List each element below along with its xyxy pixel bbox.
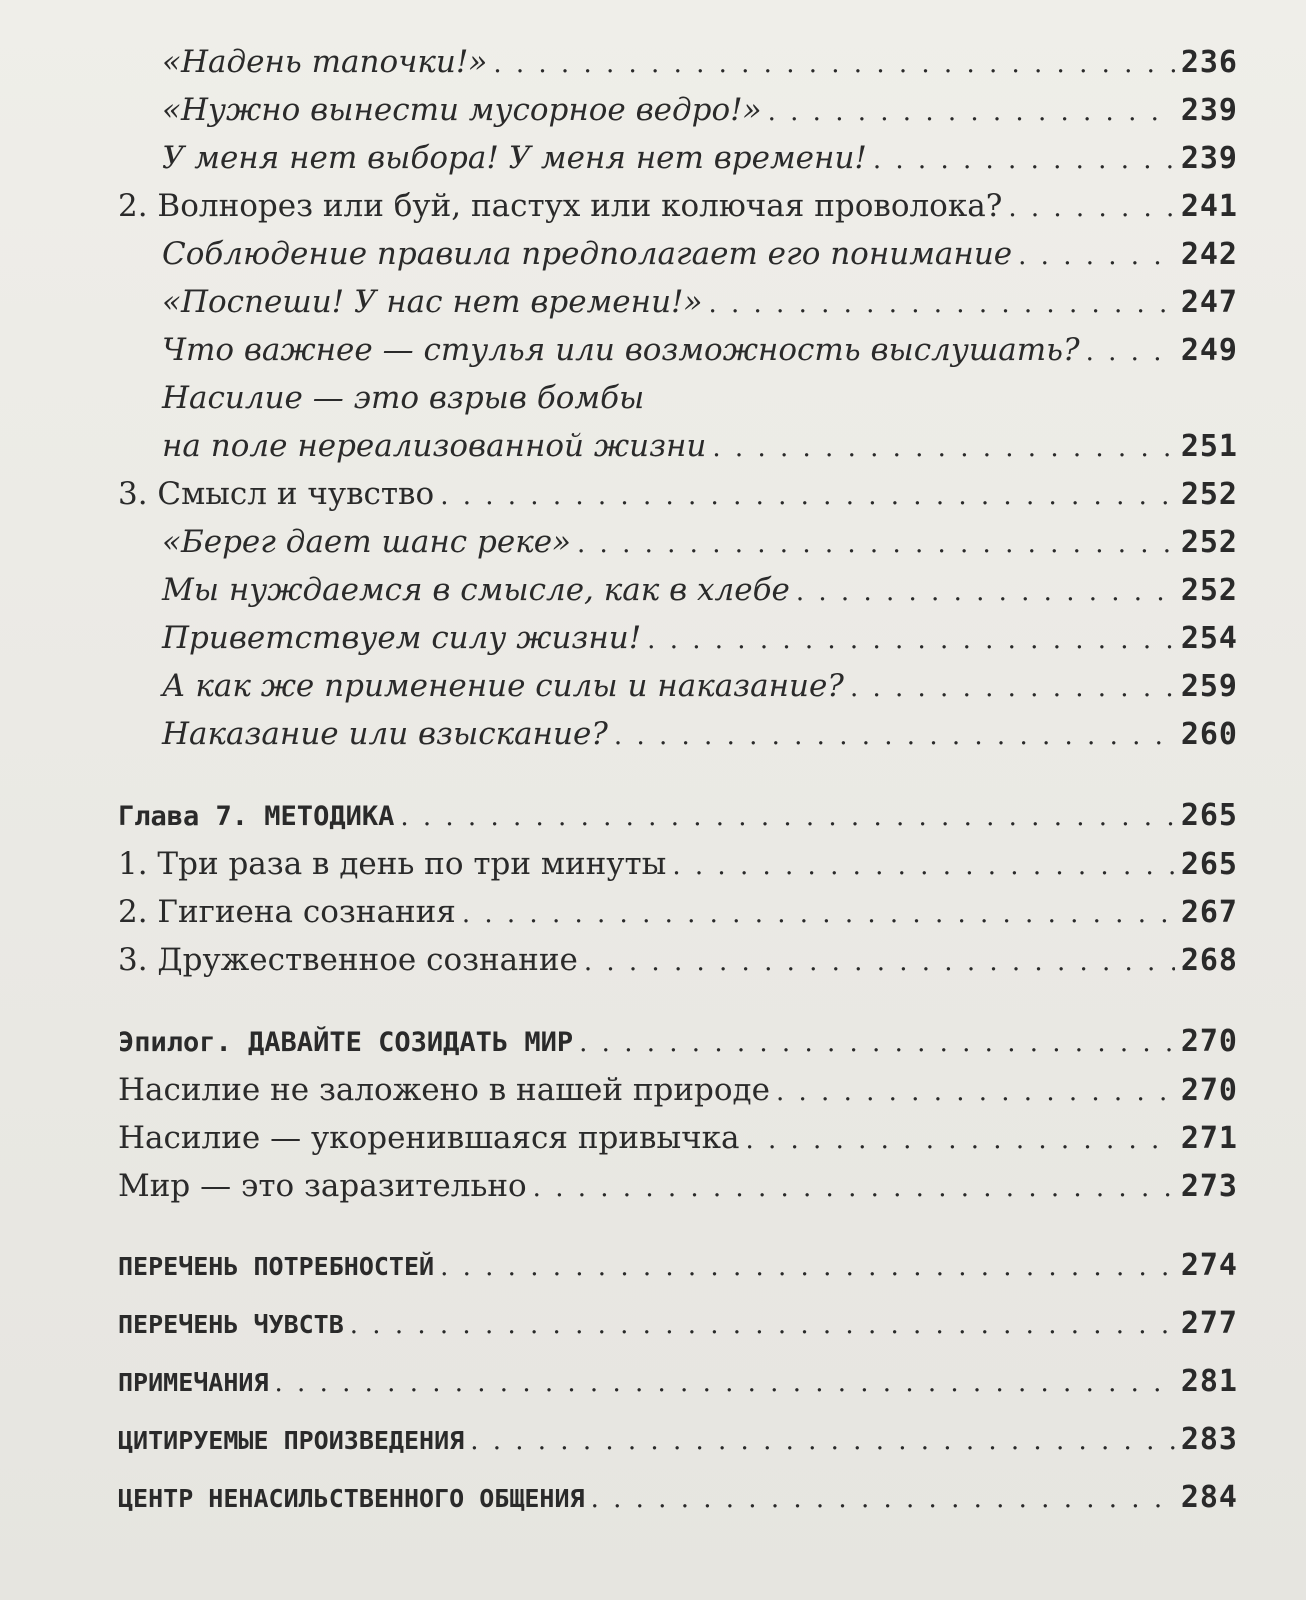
toc-entry-page: 273 xyxy=(1180,1169,1238,1204)
toc-entry-page: 242 xyxy=(1180,237,1238,272)
toc-entry-page: 270 xyxy=(1180,1024,1238,1059)
toc-entry-page: 260 xyxy=(1180,717,1238,752)
leader-dots xyxy=(350,1305,1175,1345)
toc-entry-title: ПЕРЕЧЕНЬ ПОТРЕБНОСТЕЙ xyxy=(118,1252,435,1281)
toc-entry-page: 241 xyxy=(1180,189,1238,224)
leader-dots xyxy=(745,1120,1174,1160)
leader-dots xyxy=(796,572,1175,612)
toc-entry-page: 247 xyxy=(1180,285,1238,320)
leader-dots xyxy=(672,846,1174,886)
leader-dots xyxy=(493,44,1174,84)
toc-entry-page: 252 xyxy=(1180,573,1238,608)
toc-entry-page: 281 xyxy=(1180,1364,1238,1399)
toc-appendix-heading xyxy=(118,1362,1238,1403)
toc-entry-title: «Берег дает шанс реке» xyxy=(162,524,572,560)
leader-dots xyxy=(1018,236,1175,276)
leader-dots xyxy=(440,1247,1175,1287)
leader-dots xyxy=(1008,188,1174,228)
toc-entry-title: Насилие не заложено в нашей природе xyxy=(118,1072,770,1108)
toc-entry xyxy=(118,892,1238,934)
toc-entry-title: «Поспеши! У нас нет времени!» xyxy=(162,284,703,320)
toc-entry xyxy=(162,618,1238,660)
toc-entry xyxy=(118,474,1238,516)
leader-dots xyxy=(579,1023,1175,1063)
toc-entry xyxy=(162,570,1238,612)
toc-entry-title: Насилие — это взрыв бомбы xyxy=(162,380,645,416)
toc-entry-title: Что важнее — стулья или возможность выслушать? xyxy=(162,332,1080,368)
toc-entry-title: Мы нуждаемся в смысле, как в хлебе xyxy=(162,572,790,608)
toc-entry xyxy=(162,666,1238,708)
toc-entry-title: на поле нереализованной жизни xyxy=(162,428,707,464)
toc-entry-title: ЦИТИРУЕМЫЕ ПРОИЗВЕДЕНИЯ xyxy=(118,1426,465,1455)
toc-entry-title: ЦЕНТР НЕНАСИЛЬСТВЕННОГО ОБЩЕНИЯ xyxy=(118,1484,585,1513)
toc-entry xyxy=(118,1070,1238,1112)
toc-entry xyxy=(118,844,1238,886)
toc-entry-page: 271 xyxy=(1180,1121,1238,1156)
toc-entry xyxy=(118,940,1238,982)
toc-entry-title: А как же применение силы и наказание? xyxy=(162,668,844,704)
toc-entry-page: 274 xyxy=(1180,1248,1238,1283)
toc-entry xyxy=(162,714,1238,756)
toc-entry-title: Соблюдение правила предполагает его понимание xyxy=(162,236,1013,272)
toc-entry xyxy=(162,426,1238,468)
toc-entry-title: Приветствуем силу жизни! xyxy=(162,620,642,656)
toc-entry-title: «Нужно вынести мусорное ведро!» xyxy=(162,92,762,128)
leader-dots xyxy=(873,140,1175,180)
toc-entry xyxy=(118,1118,1238,1160)
leader-dots xyxy=(533,1168,1175,1208)
toc-appendix-heading xyxy=(118,1246,1238,1287)
toc-entry-page: 239 xyxy=(1180,141,1238,176)
toc-entry xyxy=(162,522,1238,564)
toc-entry-page: 254 xyxy=(1180,621,1238,656)
toc-entry-title: ПЕРЕЧЕНЬ ЧУВСТВ xyxy=(118,1310,344,1339)
toc-entry-title: 2. Волнорез или буй, пастух или колючая проволока? xyxy=(118,188,1003,224)
leader-dots xyxy=(768,92,1175,132)
toc-entry-page: 252 xyxy=(1180,477,1238,512)
toc-entry-page: 265 xyxy=(1180,847,1238,882)
leader-dots xyxy=(584,942,1175,982)
leader-dots xyxy=(470,1421,1175,1461)
toc-chapter-heading xyxy=(118,796,1238,837)
leader-dots xyxy=(850,668,1175,708)
toc-entry-page: 270 xyxy=(1180,1073,1238,1108)
toc-entry-page: 277 xyxy=(1180,1306,1238,1341)
leader-dots xyxy=(1086,332,1175,372)
leader-dots xyxy=(400,797,1174,837)
toc-entry-title: 3. Смысл и чувство xyxy=(118,476,435,512)
toc-entry-page: 252 xyxy=(1180,525,1238,560)
leader-dots xyxy=(462,894,1175,934)
leader-dots xyxy=(708,284,1174,324)
toc-entry-page: 284 xyxy=(1180,1480,1238,1515)
toc-appendix-heading xyxy=(118,1420,1238,1461)
toc-entry xyxy=(162,138,1238,180)
toc-entry-title: Наказание или взыскание? xyxy=(162,716,608,752)
toc-entry xyxy=(162,330,1238,372)
toc-entry xyxy=(162,378,1238,418)
leader-dots xyxy=(577,524,1175,564)
toc-entry xyxy=(118,1166,1238,1208)
toc-entry-title: Мир — это заразительно xyxy=(118,1168,527,1204)
leader-dots xyxy=(614,716,1175,756)
toc-entry-title: Эпилог. ДАВАЙТЕ СОЗИДАТЬ МИР xyxy=(118,1027,574,1058)
toc-entry-title: Глава 7. МЕТОДИКА xyxy=(118,801,395,832)
toc-entry-title: 2. Гигиена сознания xyxy=(118,894,456,930)
toc-entry xyxy=(162,90,1238,132)
leader-dots xyxy=(440,476,1175,516)
toc-entry-page: 236 xyxy=(1180,45,1238,80)
toc-entry-title: 1. Три раза в день по три минуты xyxy=(118,846,667,882)
toc-entry-page: 265 xyxy=(1180,798,1238,833)
toc-entry-title: ПРИМЕЧАНИЯ xyxy=(118,1368,269,1397)
toc-entry xyxy=(162,234,1238,276)
toc-entry-title: «Надень тапочки!» xyxy=(162,44,488,80)
toc-entry-title: У меня нет выбора! У меня нет времени! xyxy=(162,140,867,176)
toc-entry-page: 259 xyxy=(1180,669,1238,704)
toc-entry-page: 283 xyxy=(1180,1422,1238,1457)
toc-appendix-heading xyxy=(118,1304,1238,1345)
leader-dots xyxy=(647,620,1175,660)
toc-chapter-heading xyxy=(118,1022,1238,1063)
toc-entry xyxy=(162,42,1238,84)
toc-entry-title: 3. Дружественное сознание xyxy=(118,942,578,978)
leader-dots xyxy=(275,1363,1175,1403)
toc-entry-page: 267 xyxy=(1180,895,1238,930)
toc-entry-title: Насилие — укоренившаяся привычка xyxy=(118,1120,740,1156)
toc-entry-page: 239 xyxy=(1180,93,1238,128)
toc-entry-page: 268 xyxy=(1180,943,1238,978)
toc-entry-page: 249 xyxy=(1180,333,1238,368)
leader-dots xyxy=(591,1479,1175,1519)
toc-entry xyxy=(118,186,1238,228)
toc-entry-page: 251 xyxy=(1180,429,1238,464)
leader-dots xyxy=(712,428,1174,468)
toc-appendix-heading xyxy=(118,1478,1238,1519)
toc-entry xyxy=(162,282,1238,324)
leader-dots xyxy=(776,1072,1175,1112)
